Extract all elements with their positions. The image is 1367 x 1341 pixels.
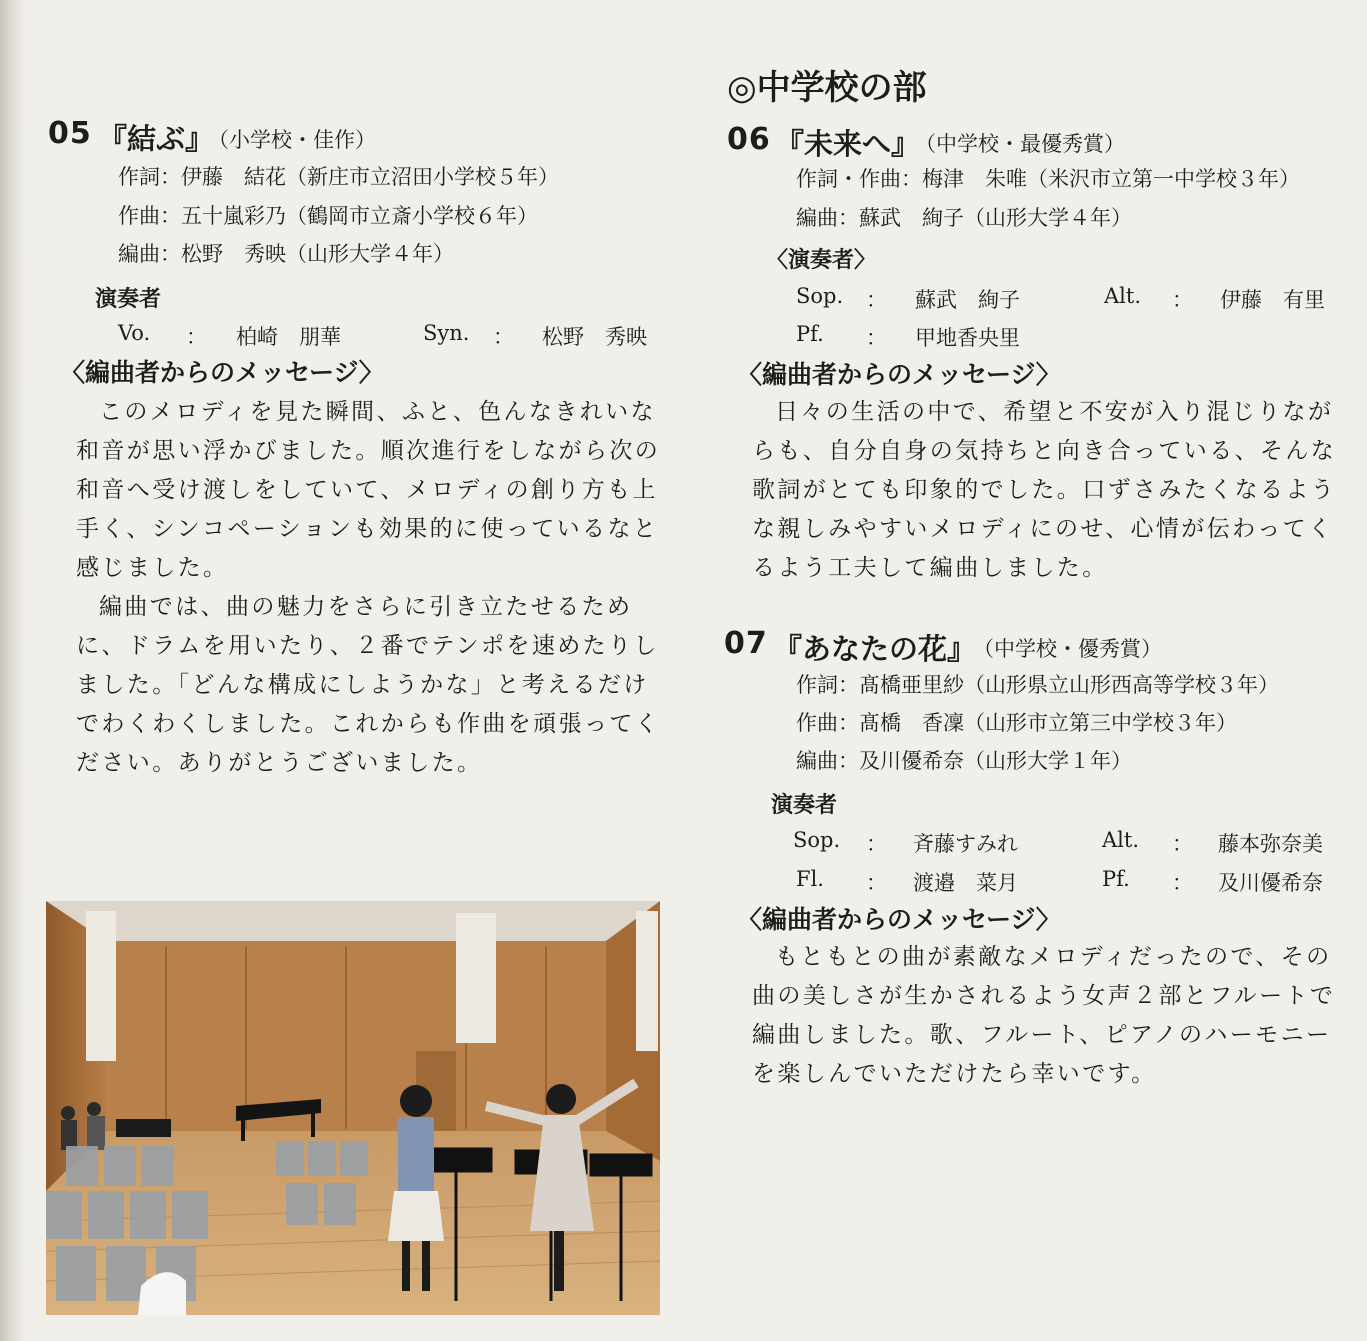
performer-part: Pf. (796, 322, 824, 346)
message-paragraph: 編曲では、曲の魅力をさらに引き立たせるために、ドラムを用いたり、２番でテンポを速めたりしました。「どんな構成にしようかな」と考えるだけでわくわくしました。これからも作曲を頑張ってください。ありがとうございました。 (76, 594, 661, 776)
performer-part: Vo. (118, 321, 151, 345)
performer-sep: ： (866, 871, 887, 895)
arranger-message (752, 938, 1344, 1094)
credit-lyrics-composer: 作詞・作曲：梅津 朱唯（米沢市立第一中学校３年） (796, 167, 1300, 191)
performer-sep: ： (1172, 871, 1193, 895)
performer-sep: ： (1172, 832, 1193, 856)
arranger-message (76, 393, 668, 783)
performer-sep: ： (866, 326, 887, 350)
section-heading: ◎中学校の部 (727, 68, 927, 108)
performer-name: 渡邉 菜月 (913, 871, 1018, 895)
performer-name: 斉藤すみれ (913, 832, 1018, 856)
performer-name: 及川優希奈 (1218, 871, 1323, 895)
credit-lyrics: 作詞：伊藤 結花（新庄市立沼田小学校５年） (118, 165, 559, 189)
credit-composer: 作曲：髙橋 香凜（山形市立第三中学校３年） (796, 711, 1237, 735)
credit-composer: 作曲：五十嵐彩乃（鶴岡市立斎小学校６年） (118, 204, 538, 228)
performers-label: 〈演奏者〉 (766, 248, 877, 273)
message-paragraph: 日々の生活の中で、希望と不安が入り混じりながらも、自分自身の気持ちと向き合っている、そんな歌詞がとても印象的でした。口ずさみたくなるような親しみやすいメロディにのせ、心情が伝わってくるよう工夫して編曲しました。 (752, 399, 1337, 581)
performer-part: Syn. (423, 321, 470, 345)
entry-number: 06 (727, 122, 771, 157)
performer-sep: ： (493, 325, 514, 349)
performer-part: Pf. (1102, 867, 1130, 891)
performer-sep: ： (1172, 288, 1193, 312)
performer-name: 松野 秀映 (542, 325, 647, 349)
performer-sep: ： (866, 832, 887, 856)
performer-part: Sop. (796, 284, 844, 308)
entry-award: （中学校・最優秀賞） (915, 132, 1125, 156)
credit-arranger: 編曲：松野 秀映（山形大学４年） (118, 242, 454, 266)
entry-number: 05 (48, 116, 92, 151)
performer-sep: ： (186, 325, 207, 349)
performer-name: 柏崎 朋華 (236, 325, 341, 349)
message-heading: 〈編曲者からのメッセージ〉 (737, 905, 1061, 934)
message-paragraph: もともとの曲が素敵なメロディだったので、その曲の美しさが生かされるよう女声２部とフルートで編曲しました。歌、フルート、ピアノのハーモニーを楽しんでいただけたら幸いです。 (752, 944, 1336, 1087)
credit-lyrics: 作詞：髙橋亜里紗（山形県立山形西高等学校３年） (796, 673, 1279, 697)
entry-title: 『未来へ』 (775, 127, 921, 161)
message-paragraph: このメロディを見た瞬間、ふと、色んなきれいな和音が思い浮かびました。順次進行をしながら次の和音へ受け渡しをしていて、メロディの創り方も上手く、シンコペーションも効果的に使っているなと感じました。 (76, 399, 661, 581)
arranger-message (752, 393, 1344, 588)
performer-sep: ： (866, 288, 887, 312)
performer-name: 伊藤 有里 (1220, 288, 1325, 312)
performer-name: 蘇武 絢子 (915, 288, 1020, 312)
entry-award: （中学校・優秀賞） (973, 637, 1162, 661)
entry-title: 『あなたの花』 (773, 632, 977, 666)
performer-name: 藤本弥奈美 (1218, 832, 1323, 856)
performer-part: Sop. (793, 828, 841, 852)
performer-part: Fl. (796, 867, 824, 891)
page-spine-shadow (0, 0, 26, 1341)
message-heading: 〈編曲者からのメッセージ〉 (737, 360, 1061, 389)
rehearsal-photo (46, 901, 660, 1315)
performers-label: 演奏者 (95, 287, 162, 312)
performer-part: Alt. (1104, 284, 1141, 308)
credit-arranger: 編曲：蘇武 絢子（山形大学４年） (796, 206, 1132, 230)
message-heading: 〈編曲者からのメッセージ〉 (60, 358, 384, 387)
entry-award: （小学校・佳作） (208, 128, 376, 152)
performer-name: 甲地香央里 (915, 326, 1020, 350)
performers-label: 演奏者 (771, 793, 838, 818)
credit-arranger: 編曲：及川優希奈（山形大学１年） (796, 749, 1132, 773)
entry-title: 『結ぶ』 (98, 122, 215, 156)
performer-part: Alt. (1102, 828, 1139, 852)
entry-number: 07 (724, 626, 768, 661)
